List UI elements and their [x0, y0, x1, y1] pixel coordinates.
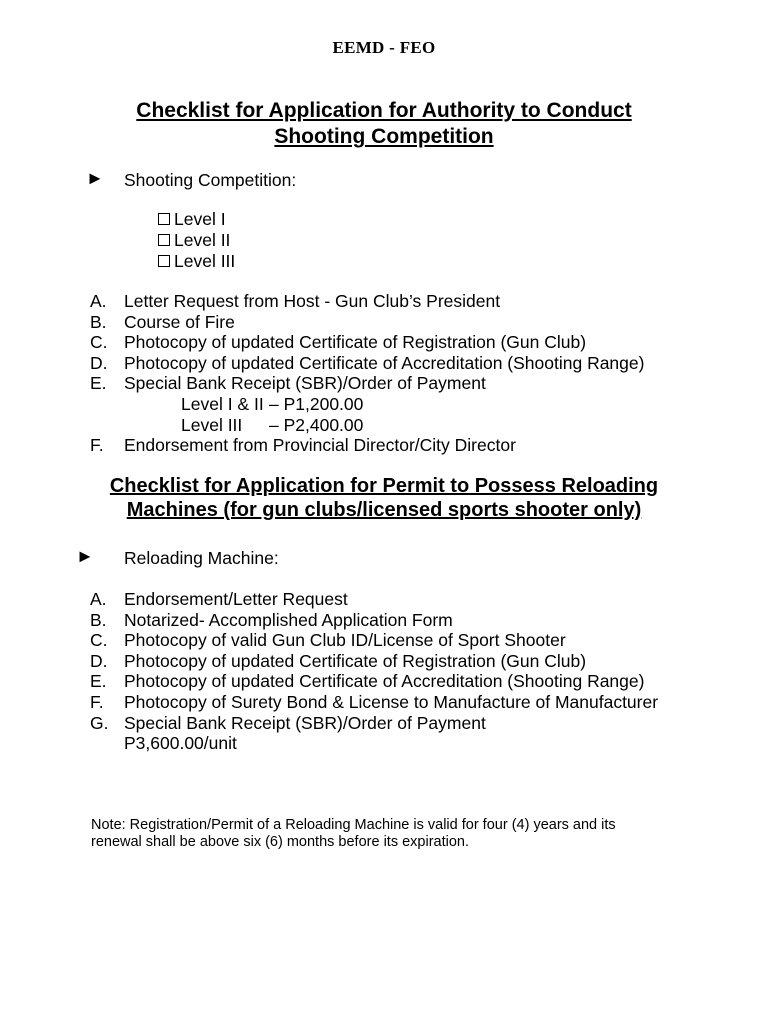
fee-row	[90, 733, 750, 754]
item-letter: F.	[90, 435, 104, 456]
fee-row	[90, 415, 730, 436]
section2-title-line1: Checklist for Application for Permit to Possess Reloading	[109, 475, 659, 497]
section1-requirements-list	[90, 291, 730, 456]
item-letter: B.	[90, 311, 107, 332]
section1-title	[0, 98, 768, 150]
list-item	[90, 291, 730, 312]
section2-title	[0, 474, 768, 522]
item-text: Notarized- Accomplished Application Form	[124, 609, 453, 630]
section1-title-line1: Checklist for Application for Authority to Conduct	[136, 99, 632, 122]
item-letter: D.	[90, 650, 108, 671]
validity-note	[91, 817, 691, 851]
item-letter: A.	[90, 291, 107, 311]
level-option[interactable]	[158, 251, 235, 272]
item-text: Photocopy of updated Certificate of Accreditation (Shooting Range)	[124, 671, 645, 692]
list-item	[90, 671, 750, 692]
item-text: Photocopy of valid Gun Club ID/License of Sport Shooter	[124, 630, 566, 651]
checkbox-icon[interactable]	[158, 255, 170, 267]
item-text: Special Bank Receipt (SBR)/Order of Payment	[124, 712, 486, 733]
document-header: EEMD - FEO	[332, 38, 436, 57]
item-letter: A.	[90, 589, 107, 609]
level-label: Level I	[174, 209, 226, 229]
list-item	[90, 713, 750, 734]
item-letter: F.	[90, 691, 104, 712]
section1-title-line2: Shooting Competition	[274, 125, 494, 148]
item-letter: C.	[90, 630, 108, 651]
list-item	[90, 435, 730, 456]
list-item	[90, 312, 730, 333]
item-text: Photocopy of updated Certificate of Accreditation (Shooting Range)	[124, 352, 645, 373]
checkbox-icon[interactable]	[158, 213, 170, 225]
list-item	[90, 589, 750, 610]
section2-title-line2: Machines (for gun clubs/licensed sports shooter only)	[126, 499, 642, 521]
fee-level: Level III	[181, 414, 243, 435]
checkbox-icon[interactable]	[158, 234, 170, 246]
list-item	[90, 630, 750, 651]
item-text: Endorsement from Provincial Director/City Director	[124, 435, 516, 456]
level-label: Level III	[174, 250, 236, 271]
item-text: Letter Request from Host - Gun Club’s President	[124, 291, 501, 311]
item-letter: E.	[90, 373, 107, 394]
list-item	[90, 373, 730, 394]
fee-amount: – P1,200.00	[269, 393, 364, 414]
fee-row	[90, 394, 730, 415]
level-option[interactable]	[158, 230, 235, 251]
item-text: Course of Fire	[124, 311, 235, 332]
item-text: Photocopy of updated Certificate of Registration (Gun Club)	[124, 332, 587, 353]
bullet-arrow-icon: ►	[86, 168, 104, 188]
level-option[interactable]	[158, 209, 235, 230]
list-item	[90, 332, 730, 353]
item-letter: E.	[90, 671, 107, 692]
list-item	[90, 692, 750, 713]
reloading-fee: P3,600.00/unit	[124, 733, 237, 754]
item-letter: G.	[90, 712, 109, 733]
list-item	[90, 353, 730, 374]
note-line1: Note: Registration/Permit of a Reloading Machine is valid for four (4) years and its	[91, 817, 616, 833]
fee-level: Level I & II	[181, 393, 264, 414]
bullet-arrow-icon: ►	[76, 546, 94, 566]
item-text: Photocopy of updated Certificate of Registration (Gun Club)	[124, 650, 587, 671]
reloading-machine-label: Reloading Machine:	[124, 548, 279, 568]
item-letter: D.	[90, 352, 108, 373]
note-line2: renewal shall be above six (6) months before its expiration.	[91, 834, 469, 850]
item-text: Endorsement/Letter Request	[124, 589, 348, 609]
item-letter: B.	[90, 609, 107, 630]
level-label: Level II	[174, 229, 231, 250]
shooting-competition-label: Shooting Competition:	[124, 170, 297, 190]
list-item	[90, 651, 750, 672]
item-text: Photocopy of Surety Bond & License to Manufacture of Manufacturer	[124, 691, 659, 712]
fee-amount: – P2,400.00	[269, 414, 364, 435]
item-text: Special Bank Receipt (SBR)/Order of Payment	[124, 373, 486, 394]
item-letter: C.	[90, 332, 108, 353]
section2-requirements-list	[90, 589, 750, 754]
level-checkbox-list	[158, 209, 235, 271]
list-item	[90, 610, 750, 631]
